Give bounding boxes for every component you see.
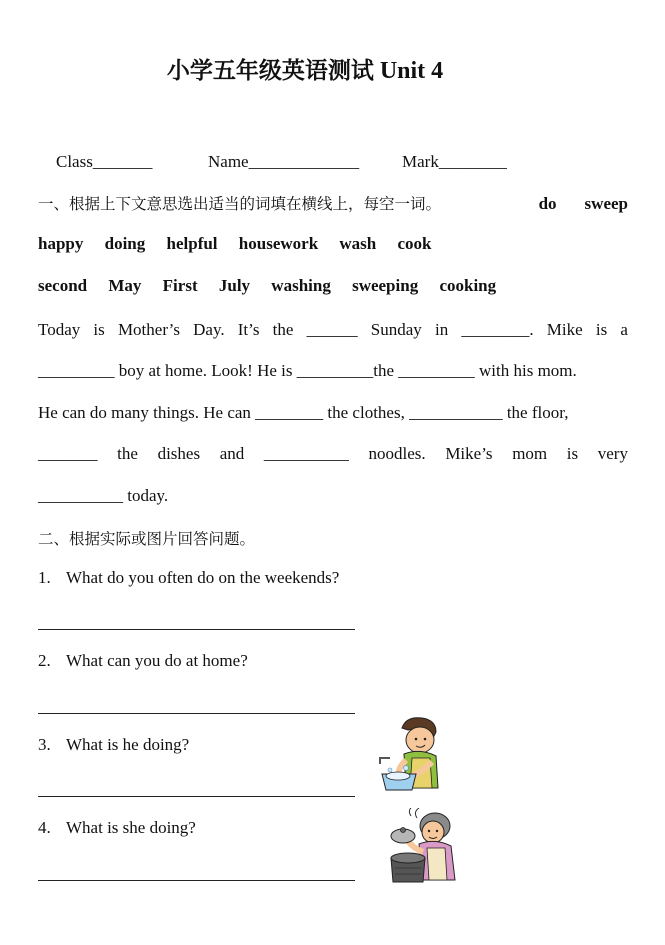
question-number: 2. [38, 651, 51, 670]
class-field: Class_______ [56, 152, 153, 171]
passage-word: in [434, 320, 449, 339]
question-number: 4. [38, 818, 51, 837]
word-bank-item: cook [397, 234, 432, 253]
passage-word: Mike [546, 320, 583, 339]
word-bank-item: sweeping [352, 276, 419, 295]
word-bank-item: July [218, 276, 251, 295]
passage-word: is [595, 320, 608, 339]
question-1 [38, 568, 339, 588]
passage-word: is [93, 320, 105, 339]
answer-line-2[interactable] [38, 713, 355, 714]
passage-blank: ________. [461, 320, 534, 339]
mark-field: Mark________ [402, 152, 507, 171]
passage-line-3: He can do many things. He can ________ the clothes, ___________ the floor, [38, 403, 569, 422]
passage-word: Mike’s [445, 444, 493, 463]
page-title [0, 52, 610, 85]
word-bank-row3 [38, 276, 513, 296]
passage-word: and [219, 444, 245, 463]
passage-line-2: _________ boy at home. Look! He is _________the _________ with his mom. [38, 361, 577, 380]
question-number: 1. [38, 568, 51, 587]
answer-line-4[interactable] [38, 880, 355, 881]
answer-line-1[interactable] [38, 629, 355, 630]
question-text: What is she doing? [66, 818, 196, 837]
word-bank-item: First [162, 276, 198, 295]
word-bank-item: cooking [439, 276, 497, 295]
passage-word: Sunday [370, 320, 422, 339]
question-3 [38, 735, 189, 755]
question-4 [38, 818, 196, 838]
passage-word: the [272, 320, 294, 339]
passage-word: is [566, 444, 579, 463]
question-text: What do you often do on the weekends? [66, 568, 340, 587]
word-bank-item: helpful [166, 234, 218, 253]
title-unit: Unit 4 [379, 58, 444, 84]
passage-line-5: __________ today. [38, 486, 169, 505]
passage-word: It’s [237, 320, 260, 339]
passage-blank: __________ [263, 444, 349, 463]
passage-word: dishes [157, 444, 201, 463]
passage-blank: _______ [38, 444, 98, 463]
word-bank-item: do [538, 194, 557, 213]
passage-line-4 [38, 442, 628, 466]
word-bank-item: May [108, 276, 142, 295]
word-bank-row1 [539, 192, 628, 216]
title-chinese: 小学五年级英语测试 [166, 58, 374, 84]
passage-word: a [620, 320, 628, 339]
word-bank-row2 [38, 234, 449, 254]
name-field: Name_____________ [208, 152, 360, 171]
passage-word: mom [512, 444, 548, 463]
passage-line-1 [38, 318, 628, 342]
section1-instruction-line [38, 192, 628, 216]
boy-washing-dishes-illustration [376, 714, 448, 796]
passage-blank: ______ [306, 320, 358, 339]
section1-instruction: 一、根据上下文意思选出适当的词填在横线上，每空一词。 [38, 195, 442, 213]
section2-instruction: 二、根据实际或图片回答问题。 [38, 530, 256, 548]
passage-word: Mother’s [117, 320, 180, 339]
word-bank-item: doing [104, 234, 146, 253]
passage-word: noodles. [368, 444, 426, 463]
word-bank-item: washing [271, 276, 331, 295]
passage-word: Today [38, 320, 81, 339]
passage-word: very [597, 444, 628, 463]
word-bank-item: sweep [584, 194, 628, 213]
question-number: 3. [38, 735, 51, 754]
question-2 [38, 651, 248, 671]
question-text: What is he doing? [66, 735, 190, 754]
word-bank-item: happy [38, 234, 84, 253]
word-bank-item: wash [339, 234, 377, 253]
word-bank-item: housework [238, 234, 319, 253]
question-text: What can you do at home? [66, 651, 248, 670]
answer-line-3[interactable] [38, 796, 355, 797]
passage-word: the [117, 444, 138, 463]
passage-word: Day. [193, 320, 225, 339]
word-bank-item: second [38, 276, 88, 295]
woman-cooking-illustration [383, 808, 463, 888]
